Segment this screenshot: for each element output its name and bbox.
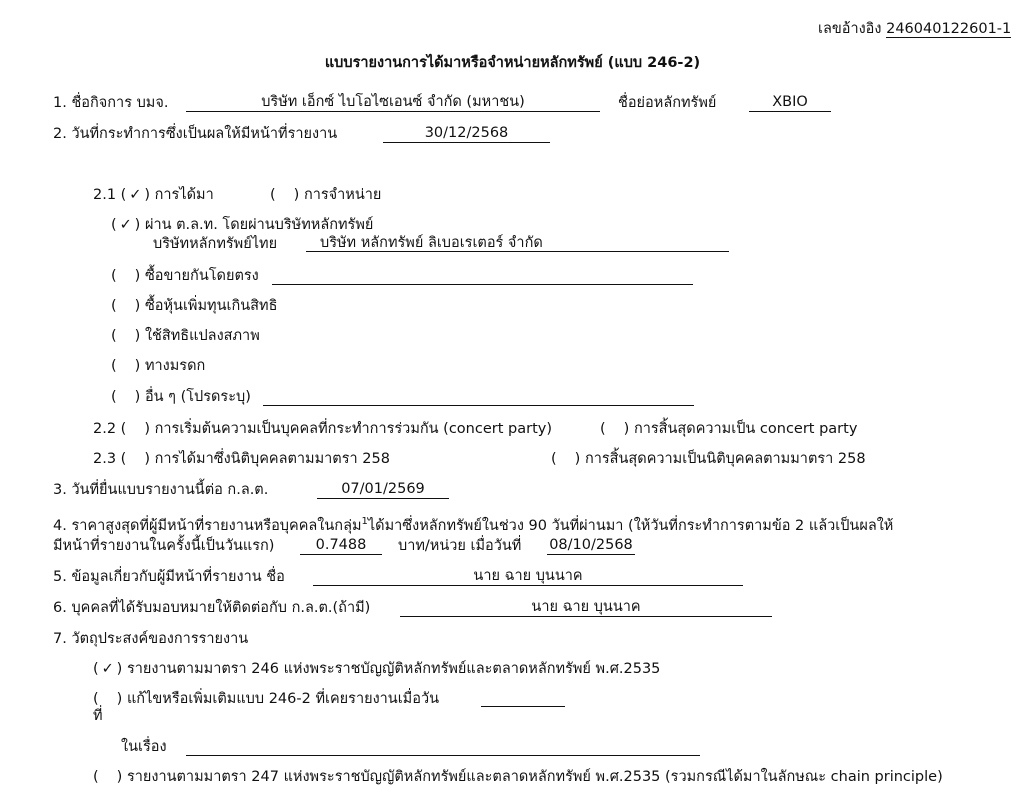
s1-label: 1. ชื่อกิจการ บมจ. [53, 95, 169, 111]
s7-opt3-label: รายงานตามมาตรา 247 แห่งพระราชบัญญัติหลักทรัพย์และตลาดหลักทรัพย์ พ.ศ.2535 (รวมกรณีได้มาในลักษณะ chain principle) [126, 769, 943, 785]
filing-date-field: 07/01/2569 [317, 480, 449, 499]
company-name-field: บริษัท เอ็กซ์ ไบโอไซเอนซ์ จำกัด (มหาชน) [186, 93, 600, 112]
reference-number [818, 20, 1011, 38]
form-title: แบบรายงานการได้มาหรือจำหน่ายหลักทรัพย์ (แบบ 246-2) [324, 55, 701, 71]
direct-label: ซื้อขายกันโดยตรง [144, 268, 259, 284]
s4-line1b: ได้มาซึ่งหลักทรัพย์ในช่วง 90 วันที่ผ่านมา (ให้วันที่กระทำการตามข้อ 2 แล้วเป็นผลให้ [367, 518, 894, 534]
check-mark-icon: ✓ [129, 187, 142, 203]
convert-label: ใช้สิทธิแปลงสภาพ [144, 328, 260, 344]
concert-end-label: การสิ้นสุดความเป็น concert party [633, 421, 858, 437]
broker-label: บริษัทหลักทรัพย์ไทย [153, 236, 278, 252]
s23-end-option: ( ) การสิ้นสุดความเป็นนิติบุคคลตามมาตรา 258 [551, 451, 866, 467]
s258-acquire-label: การได้มาซึ่งนิติบุคคลตามมาตรา 258 [154, 451, 390, 467]
s7-opt2-label: แก้ไขหรือเพิ่มเติมแบบ 246-2 ที่เคยรายงานเมื่อวัน [126, 691, 439, 707]
s258-end-label: การสิ้นสุดความเป็นนิติบุคคลตามมาตรา 258 [584, 451, 866, 467]
direct-field [272, 266, 693, 285]
via-set-option: ( ✓ ) ผ่าน ต.ล.ท. โดยผ่านบริษัทหลักทรัพย์ [111, 217, 374, 233]
s4-line1 [53, 517, 893, 535]
broker-field: บริษัท หลักทรัพย์ ลิเบอเรเตอร์ จำกัด [306, 234, 729, 252]
s23-prefix: 2.3 [93, 451, 117, 467]
s5-label: 5. ข้อมูลเกี่ยวกับผู้มีหน้าที่รายงาน ชื่อ [53, 569, 285, 585]
price-unit-label: บาท/หน่วย เมื่อวันที่ [398, 538, 522, 554]
dispose-option: ( ) การจำหน่าย [270, 187, 382, 203]
other-field [263, 387, 694, 406]
symbol-field: XBIO [749, 93, 831, 112]
footnote-marker: 1 [361, 516, 368, 528]
other-option: ( ) อื่น ๆ (โปรดระบุ) [111, 389, 251, 405]
inherit-label: ทางมรดก [144, 358, 206, 374]
symbol-label: ชื่อย่อหลักทรัพย์ [618, 95, 717, 111]
rights-label: ซื้อหุ้นเพิ่มทุนเกินสิทธิ [144, 298, 278, 314]
max-price-date-field: 08/10/2568 [547, 536, 635, 555]
convert-option: ( ) ใช้สิทธิแปลงสภาพ [111, 328, 260, 344]
reporter-name-field: นาย ฉาย บุนนาค [313, 567, 743, 586]
s22-end-option: ( ) การสิ้นสุดความเป็น concert party [600, 421, 858, 437]
check-mark-icon: ✓ [101, 661, 114, 677]
s6-label: 6. บุคคลที่ได้รับมอบหมายให้ติดต่อกับ ก.ล.ต.(ถ้ามี) [53, 600, 371, 616]
check-mark-icon: ✓ [119, 217, 132, 233]
inherit-option: ( ) ทางมรดก [111, 358, 206, 374]
subject-label: ในเรื่อง [121, 739, 167, 755]
s7-opt1-label: รายงานตามมาตรา 246 แห่งพระราชบัญญัติหลักทรัพย์และตลาดหลักทรัพย์ พ.ศ.2535 [126, 661, 661, 677]
concert-start-label: การเริ่มต้นความเป็นบุคคลที่กระทำการร่วมกัน (concert party) [154, 421, 552, 437]
s7-label: 7. วัตถุประสงค์ของการรายงาน [53, 631, 249, 647]
contact-name-field: นาย ฉาย บุนนาค [400, 598, 772, 617]
s21-prefix: 2.1 [93, 187, 117, 203]
s2-label: 2. วันที่กระทำการซึ่งเป็นผลให้มีหน้าที่รายงาน [53, 126, 338, 142]
subject-field [186, 737, 700, 756]
via-set-label: ผ่าน ต.ล.ท. โดยผ่านบริษัทหลักทรัพย์ [144, 217, 374, 233]
reference-value: 246040122601-1 [886, 21, 1012, 37]
s21-row: 2.1 ( ✓ ) การได้มา [93, 187, 214, 203]
s22-prefix: 2.2 [93, 421, 117, 437]
s23-acquire-option: 2.3 ( ) การได้มาซึ่งนิติบุคคลตามมาตรา 258 [93, 451, 390, 467]
other-label: อื่น ๆ (โปรดระบุ) [144, 389, 251, 405]
prior-report-date-field [481, 688, 565, 707]
s7-opt2: ( ) แก้ไขหรือเพิ่มเติมแบบ 246-2 ที่เคยรายงานเมื่อวัน [93, 691, 439, 707]
s7-opt3: ( ) รายงานตามมาตรา 247 แห่งพระราชบัญญัติหลักทรัพย์และตลาดหลักทรัพย์ พ.ศ.2535 (รวมกรณีได้มาในลักษณะ chain principle) [93, 769, 943, 785]
s3-label: 3. วันที่ยื่นแบบรายงานนี้ต่อ ก.ล.ต. [53, 482, 269, 498]
s4-line2: มีหน้าที่รายงานในครั้งนี้เป็นวันแรก) [53, 538, 275, 554]
s22-start-option: 2.2 ( ) การเริ่มต้นความเป็นบุคคลที่กระทำการร่วมกัน (concert party) [93, 421, 552, 437]
acquire-label: การได้มา [154, 187, 214, 203]
rights-option: ( ) ซื้อหุ้นเพิ่มทุนเกินสิทธิ [111, 298, 278, 314]
dispose-label: การจำหน่าย [303, 187, 382, 203]
max-price-field: 0.7488 [300, 536, 382, 555]
s7-opt2-wrap: ที่ [93, 708, 103, 724]
direct-option: ( ) ซื้อขายกันโดยตรง [111, 268, 259, 284]
s4-line1a: 4. ราคาสูงสุดที่ผู้มีหน้าที่รายงานหรือบุคคลในกลุ่ม [53, 518, 362, 534]
reference-label: เลขอ้างอิง [818, 21, 882, 37]
s7-opt1: ( ✓ ) รายงานตามมาตรา 246 แห่งพระราชบัญญัติหลักทรัพย์และตลาดหลักทรัพย์ พ.ศ.2535 [93, 661, 661, 677]
action-date-field: 30/12/2568 [383, 124, 550, 143]
